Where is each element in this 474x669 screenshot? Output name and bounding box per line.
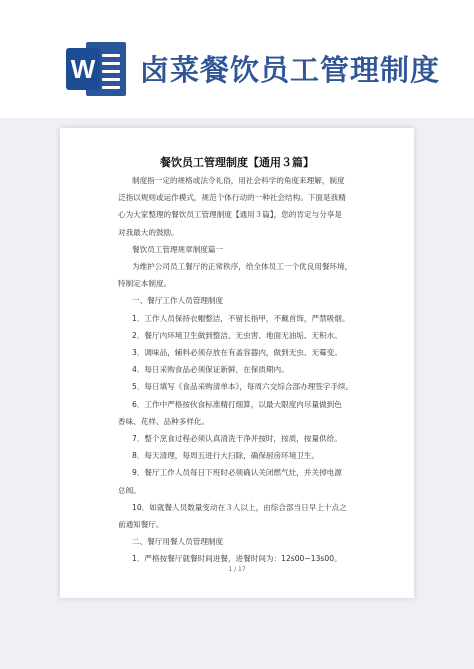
- paragraph-line: 总阀。: [118, 485, 141, 495]
- paragraph-line: 为维护公司员工餐厅的正常秩序，给全体员工一个优良用餐环境，: [132, 262, 353, 271]
- paragraph-line: 前通知餐厅。: [118, 520, 164, 529]
- paragraph-line: 9．餐厅工作人员每日下班时必须确认关闭燃气灶，并关掉电源: [132, 468, 342, 478]
- paragraph-line: 一、餐厅工作人员管理制度: [132, 296, 224, 306]
- paragraph-line: 5．每日填写《食品采购清单本》，每周六交综合部办理签字手续。: [132, 382, 354, 392]
- paragraph-line: 制度指一定的规格或法令礼俗，用社会科学的角度来理解，制度: [132, 176, 345, 185]
- word-icon: [66, 38, 128, 100]
- paragraph-line: 1．工作人员保持衣帽整洁，不留长指甲，不戴首饰，严禁吸烟。: [132, 313, 350, 323]
- paragraph-line: 对我最大的鼓励。: [118, 227, 179, 237]
- page-number: 1 / 17: [228, 566, 246, 573]
- paragraph-line: 二、餐厅用餐人员管理制度: [132, 537, 224, 547]
- banner-title: 卤菜餐饮员工管理制度: [140, 53, 441, 87]
- document-page: [60, 128, 414, 598]
- paragraph-line: 特制定本制度。: [118, 279, 172, 289]
- paragraph-line: 2．餐厅内环境卫生做到整洁、无虫害、地面无油垢、无积水。: [132, 330, 342, 340]
- paragraph-line: 心为大家整理的餐饮员工管理制度【通用３篇】，您的肯定与分享是: [118, 210, 343, 220]
- paragraph-line: 4．每日采购食品必须保证新鲜，在保质期内。: [132, 365, 289, 375]
- paragraph-line: 7．整个烹食过程必须认真清洗干净并按时，按质，按量供给。: [132, 434, 342, 443]
- paragraph-line: 香味、花样、品种多样化。: [118, 416, 210, 426]
- paragraph-line: 10．如就餐人员数量变动在３人以上，由综合部当日早上十点之: [132, 502, 347, 512]
- paragraph-line: 8．每天清理，每周五进行大扫除，确保厨房环境卫生。: [132, 451, 320, 461]
- word-logo-letter: W: [66, 48, 100, 90]
- document-title: 餐饮员工管理制度【通用３篇】: [160, 156, 314, 169]
- paragraph-line: 1．严格按餐厅就餐时间进餐，进餐时间为：12s00~13s00。: [132, 554, 342, 564]
- paragraph-line: 泛指以规则或运作模式，规范个体行动的一种社会结构。下面是我精: [118, 193, 346, 203]
- paragraph-line: 6．工作中严格按伙食标准精打细算，以最大限度内尽量做到色: [132, 399, 342, 409]
- paragraph-line: 3．调味品，辅料必须存放在有盖容器内，做到无虫、无霉变。: [132, 348, 342, 357]
- header-banner: [0, 0, 474, 120]
- paragraph-line: 餐饮员工管理规章制度篇一: [132, 244, 224, 254]
